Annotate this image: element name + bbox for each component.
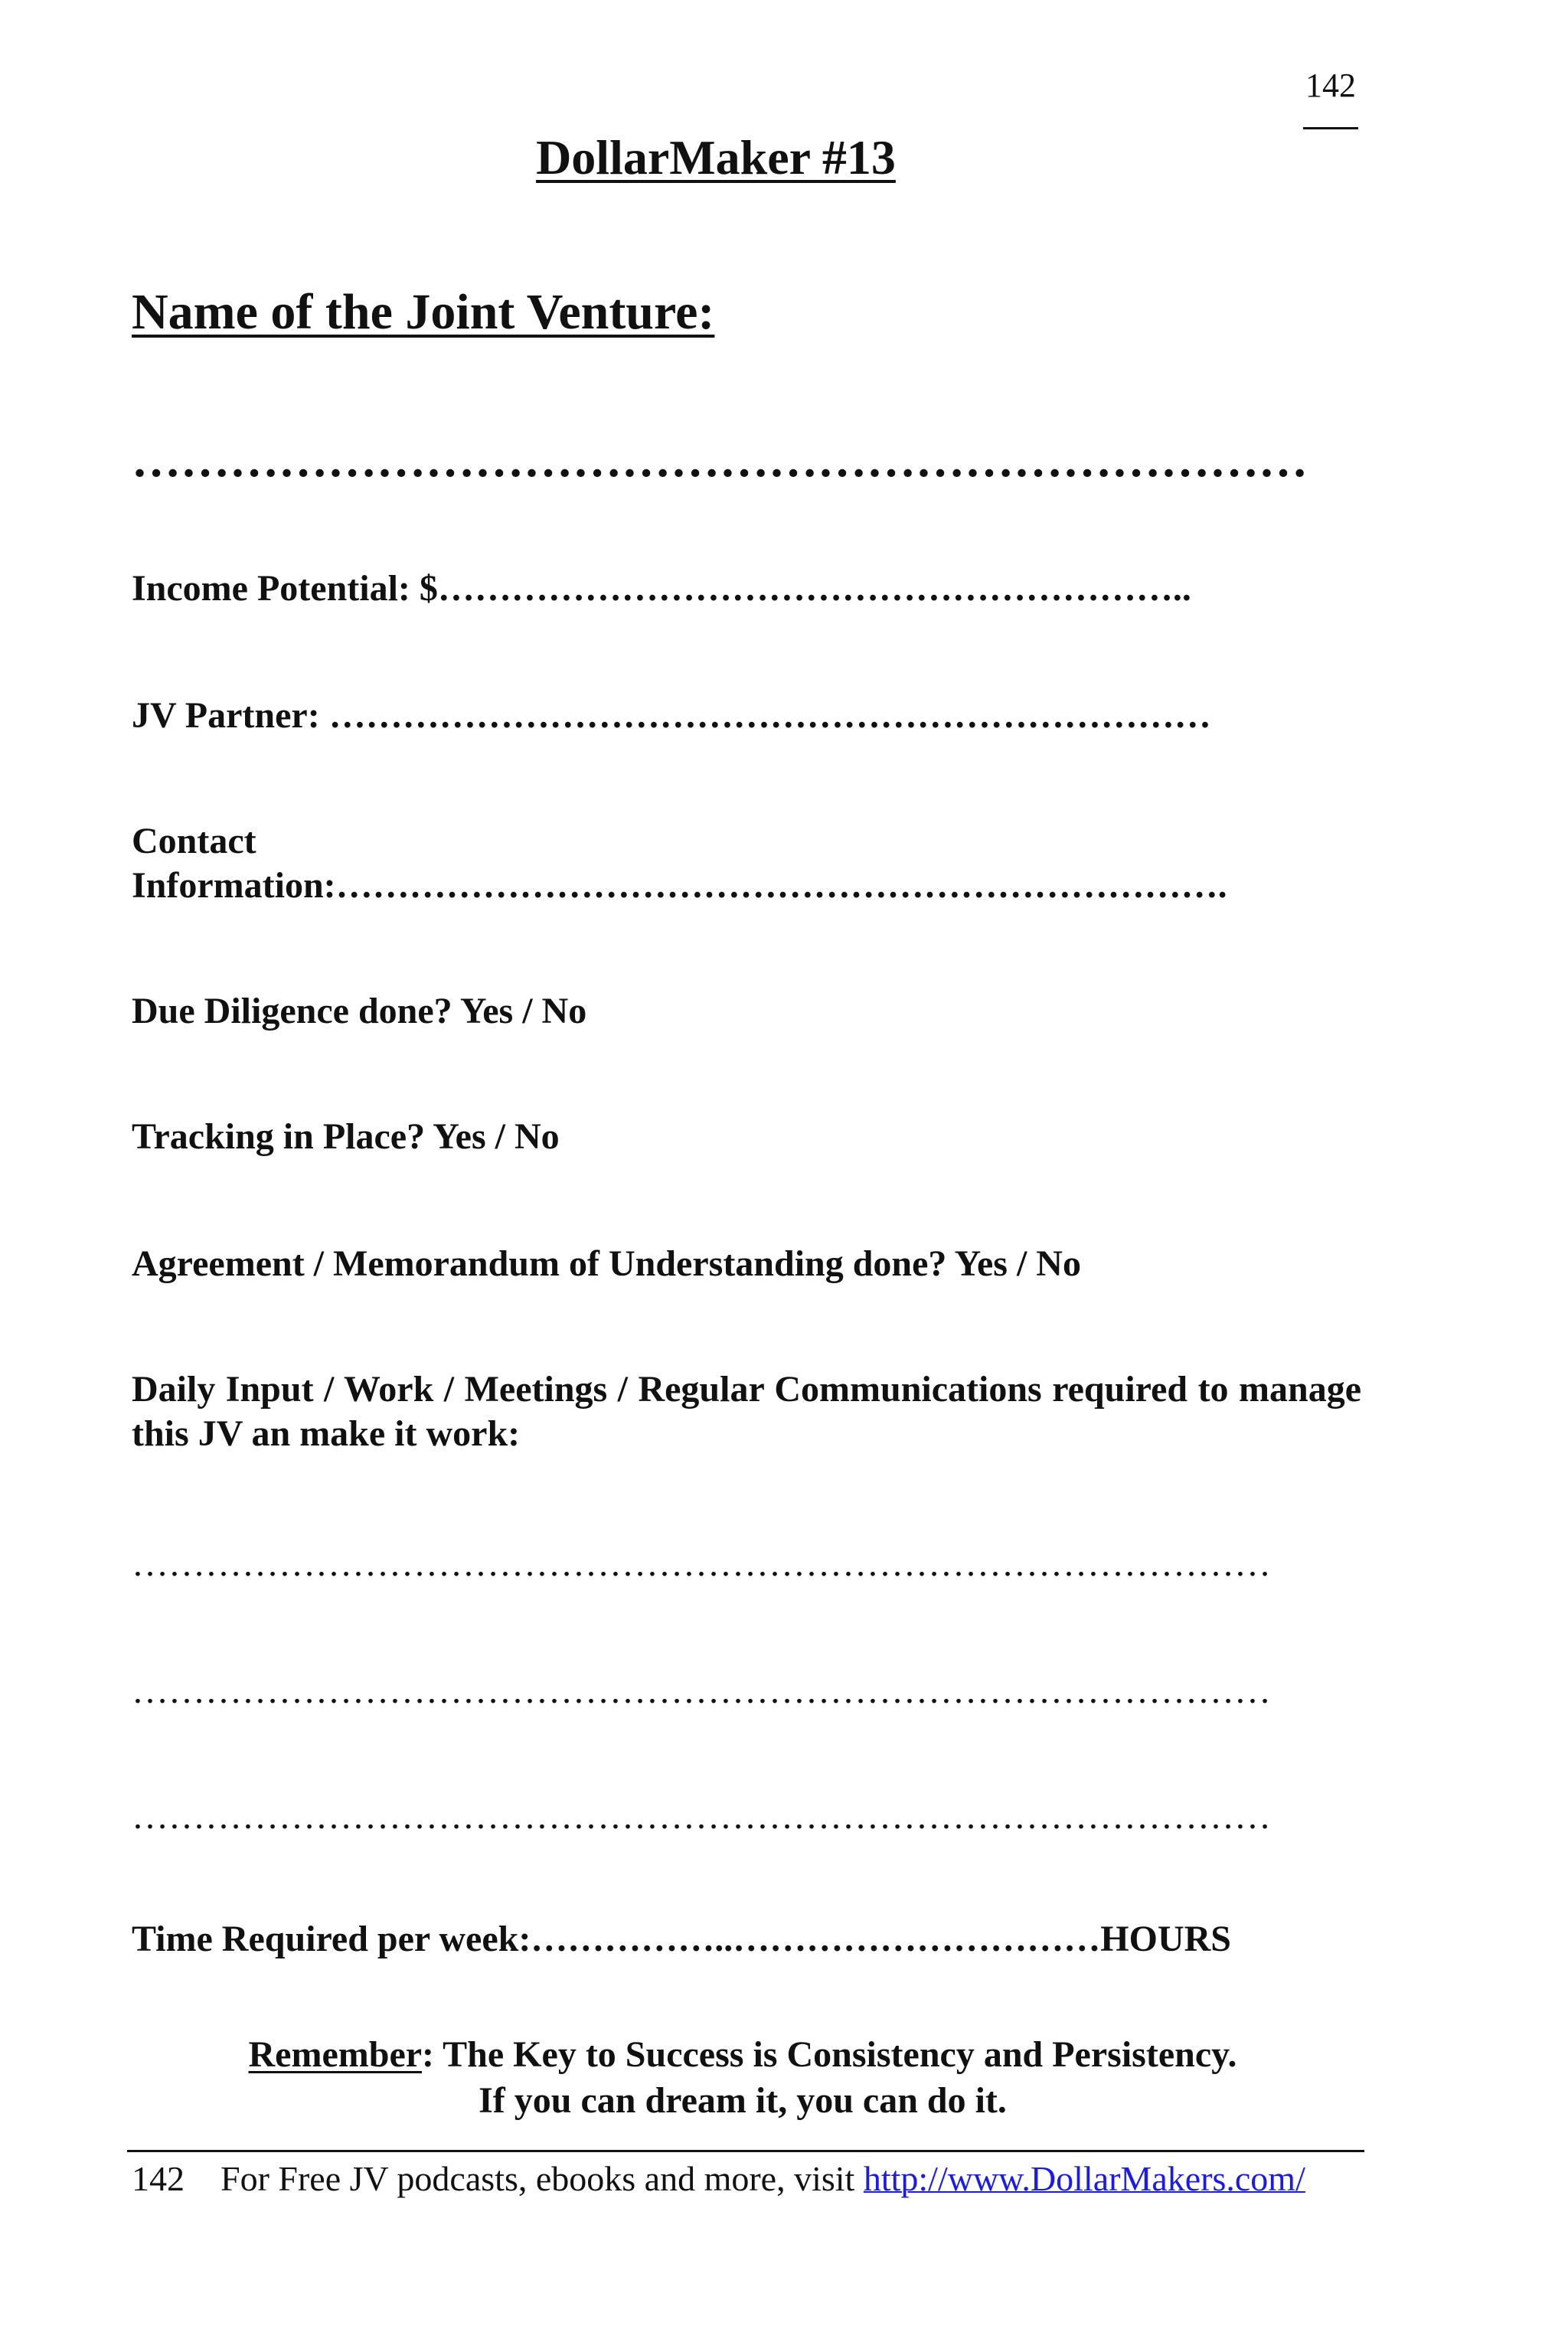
blank-line-2: …………………………………………………………………………………	[132, 1671, 1271, 1711]
due-diligence-field: Due Diligence done? Yes / No	[132, 991, 587, 1031]
footer-text: For Free JV podcasts, ebooks and more, visit	[220, 2159, 864, 2198]
daily-input-paragraph: Daily Input / Work / Meetings / Regular Communications required to manage this JV an make it work:	[132, 1369, 1361, 1454]
reminder-text: : The Key to Success is Consistency and Persistency.	[422, 2034, 1237, 2075]
section-heading: Name of the Joint Venture:	[132, 284, 715, 340]
footer-page-number: 142	[132, 2159, 185, 2198]
tracking-field: Tracking in Place? Yes / No	[132, 1116, 560, 1157]
page-title: DollarMaker #13	[536, 130, 896, 185]
contact-information-field: Information:……………………………………………………………….	[132, 865, 1227, 906]
footer-link[interactable]: http://www.DollarMakers.com/	[863, 2159, 1305, 2198]
footer-rule	[127, 2150, 1364, 2152]
jv-name-line: ………………………………………………………………	[132, 433, 1308, 487]
contact-label: Contact	[132, 821, 256, 861]
footer	[132, 2158, 1305, 2200]
blank-line-3: …………………………………………………………………………………	[132, 1796, 1271, 1837]
page-number-top: 142	[1305, 67, 1356, 104]
reminder-line-1	[0, 2032, 1485, 2078]
agreement-field: Agreement / Memorandum of Understanding done? Yes / No	[132, 1243, 1081, 1284]
time-required-field: Time Required per week:……………..…………………………HOURS	[132, 1919, 1231, 1959]
reminder-line-2: If you can dream it, you can do it.	[479, 2080, 1007, 2121]
income-potential-field: Income Potential: $……………………………………………………..	[132, 568, 1191, 609]
reminder-block	[0, 2032, 1485, 2124]
blank-line-1: …………………………………………………………………………………	[132, 1544, 1271, 1584]
jv-partner-field: JV Partner: ………………………………………………………………	[132, 695, 1211, 736]
reminder-label: Remember	[248, 2034, 423, 2075]
